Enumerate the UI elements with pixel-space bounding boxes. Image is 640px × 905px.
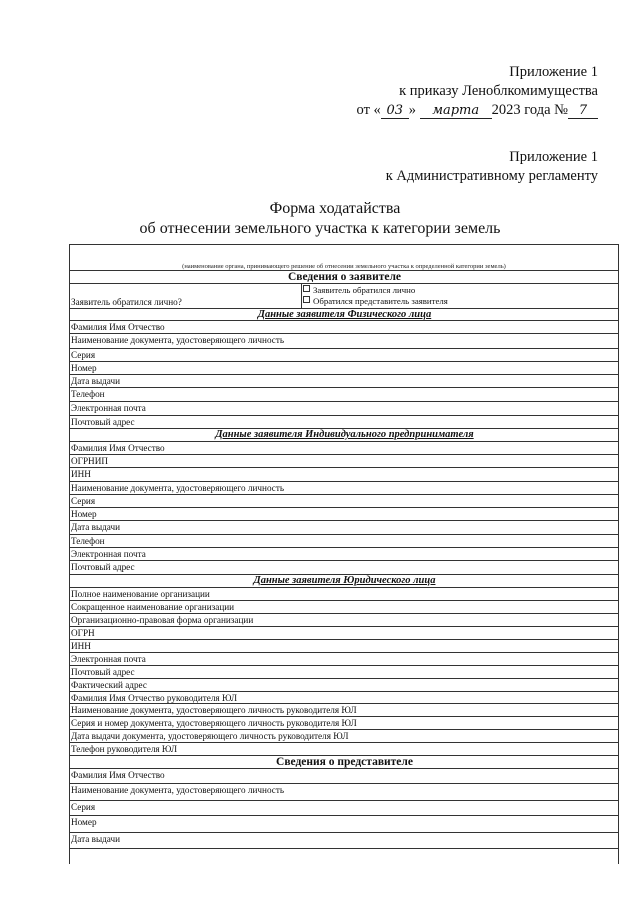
- legal-fields: [70, 588, 618, 756]
- individual-field-row[interactable]: Номер: [70, 362, 618, 375]
- applicant-question-label: Заявитель обратился лично?: [71, 297, 182, 307]
- individual-field-row[interactable]: Телефон: [70, 388, 618, 402]
- legal-field-row[interactable]: Телефон руководителя ЮЛ: [70, 743, 618, 756]
- representative-fields: [70, 769, 618, 849]
- legal-field-row[interactable]: Фамилия Имя Отчество руководителя ЮЛ: [70, 692, 618, 704]
- entrepreneur-fields: [70, 442, 618, 575]
- legal-field-row[interactable]: Дата выдачи документа, удостоверяющего личность руководителя ЮЛ: [70, 730, 618, 743]
- checkbox-self-icon[interactable]: [303, 285, 310, 292]
- representative-field-row[interactable]: Номер: [70, 816, 618, 833]
- handwritten-month: марта: [420, 103, 492, 119]
- date-prefix: от «: [356, 102, 381, 118]
- option-representative-label: Обратился представитель заявителя: [313, 296, 448, 306]
- entrepreneur-field-row[interactable]: Фамилия Имя Отчество: [70, 442, 618, 455]
- org-name-caption: (наименование органа, принимающего решение об отнесении земельного участка к определенной категории земель): [182, 263, 506, 270]
- legal-field-row[interactable]: Серия и номер документа, удостоверяющего личность руководителя ЮЛ: [70, 717, 618, 730]
- order-appendix-header: [357, 63, 598, 120]
- representative-field-row[interactable]: Наименование документа, удостоверяющего личность: [70, 784, 618, 801]
- entrepreneur-field-row[interactable]: Номер: [70, 508, 618, 521]
- date-year: 2023 года №: [491, 102, 568, 118]
- legal-field-row[interactable]: ИНН: [70, 640, 618, 653]
- entrepreneur-field-row[interactable]: Серия: [70, 495, 618, 508]
- representative-field-row[interactable]: Серия: [70, 801, 618, 816]
- legal-field-row[interactable]: ОГРН: [70, 627, 618, 640]
- entrepreneur-field-row[interactable]: Телефон: [70, 535, 618, 548]
- individual-field-row[interactable]: Электронная почта: [70, 402, 618, 416]
- form-title-line1: Форма ходатайства: [269, 200, 401, 217]
- form-title-line2: об отнесении земельного участка к категории земель: [139, 220, 501, 237]
- application-form-table: [69, 244, 619, 864]
- option-representative[interactable]: [303, 296, 618, 307]
- entrepreneur-field-row[interactable]: Наименование документа, удостоверяющего личность: [70, 482, 618, 495]
- individual-field-row[interactable]: Дата выдачи: [70, 375, 618, 388]
- checkbox-representative-icon[interactable]: [303, 296, 310, 303]
- option-self[interactable]: [303, 285, 618, 296]
- legal-field-row[interactable]: Электронная почта: [70, 653, 618, 666]
- individual-field-row[interactable]: Наименование документа, удостоверяющего личность: [70, 334, 618, 349]
- entrepreneur-field-row[interactable]: Почтовый адрес: [70, 561, 618, 575]
- handwritten-order-number: 7: [568, 103, 598, 119]
- legal-field-row[interactable]: Организационно-правовая форма организации: [70, 614, 618, 627]
- order-date-line: [357, 101, 598, 120]
- legal-field-row[interactable]: Сокращенное наименование организации: [70, 601, 618, 614]
- org-name-field[interactable]: [70, 245, 618, 271]
- individual-section-heading: Данные заявителя Физического лица: [70, 309, 618, 321]
- order-reference: к приказу Леноблкомимущества: [399, 83, 598, 99]
- legal-section-heading: Данные заявителя Юридического лица: [70, 575, 618, 588]
- legal-field-row[interactable]: Наименование документа, удостоверяющего личность руководителя ЮЛ: [70, 704, 618, 717]
- applicant-section-heading: Сведения о заявителе: [70, 271, 618, 284]
- date-mid: »: [408, 102, 417, 118]
- legal-field-row[interactable]: Фактический адрес: [70, 679, 618, 692]
- entrepreneur-field-row[interactable]: Дата выдачи: [70, 521, 618, 535]
- applicant-contact-row: [70, 284, 618, 309]
- representative-section-heading: Сведения о представителе: [70, 756, 618, 769]
- legal-field-row[interactable]: Полное наименование организации: [70, 588, 618, 601]
- regulation-reference: к Административному регламенту: [385, 168, 598, 184]
- order-appendix-label: Приложение 1: [509, 64, 598, 80]
- applicant-options: [301, 284, 618, 308]
- individual-field-row[interactable]: Почтовый адрес: [70, 416, 618, 429]
- option-self-label: Заявитель обратился лично: [313, 285, 416, 295]
- entrepreneur-field-row[interactable]: Электронная почта: [70, 548, 618, 561]
- representative-field-row[interactable]: Дата выдачи: [70, 833, 618, 849]
- regulation-appendix-header: [386, 148, 598, 186]
- individual-fields: [70, 321, 618, 429]
- regulation-appendix-label: Приложение 1: [509, 149, 598, 165]
- individual-field-row[interactable]: Серия: [70, 349, 618, 362]
- entrepreneur-section-heading: Данные заявителя Индивидуального предпринимателя: [70, 429, 618, 442]
- individual-field-row[interactable]: Фамилия Имя Отчество: [70, 321, 618, 334]
- legal-field-row[interactable]: Почтовый адрес: [70, 666, 618, 679]
- representative-field-row[interactable]: Фамилия Имя Отчество: [70, 769, 618, 784]
- form-title: [0, 199, 640, 239]
- handwritten-day: 03: [381, 103, 409, 119]
- entrepreneur-field-row[interactable]: ОГРНИП: [70, 455, 618, 468]
- entrepreneur-field-row[interactable]: ИНН: [70, 468, 618, 482]
